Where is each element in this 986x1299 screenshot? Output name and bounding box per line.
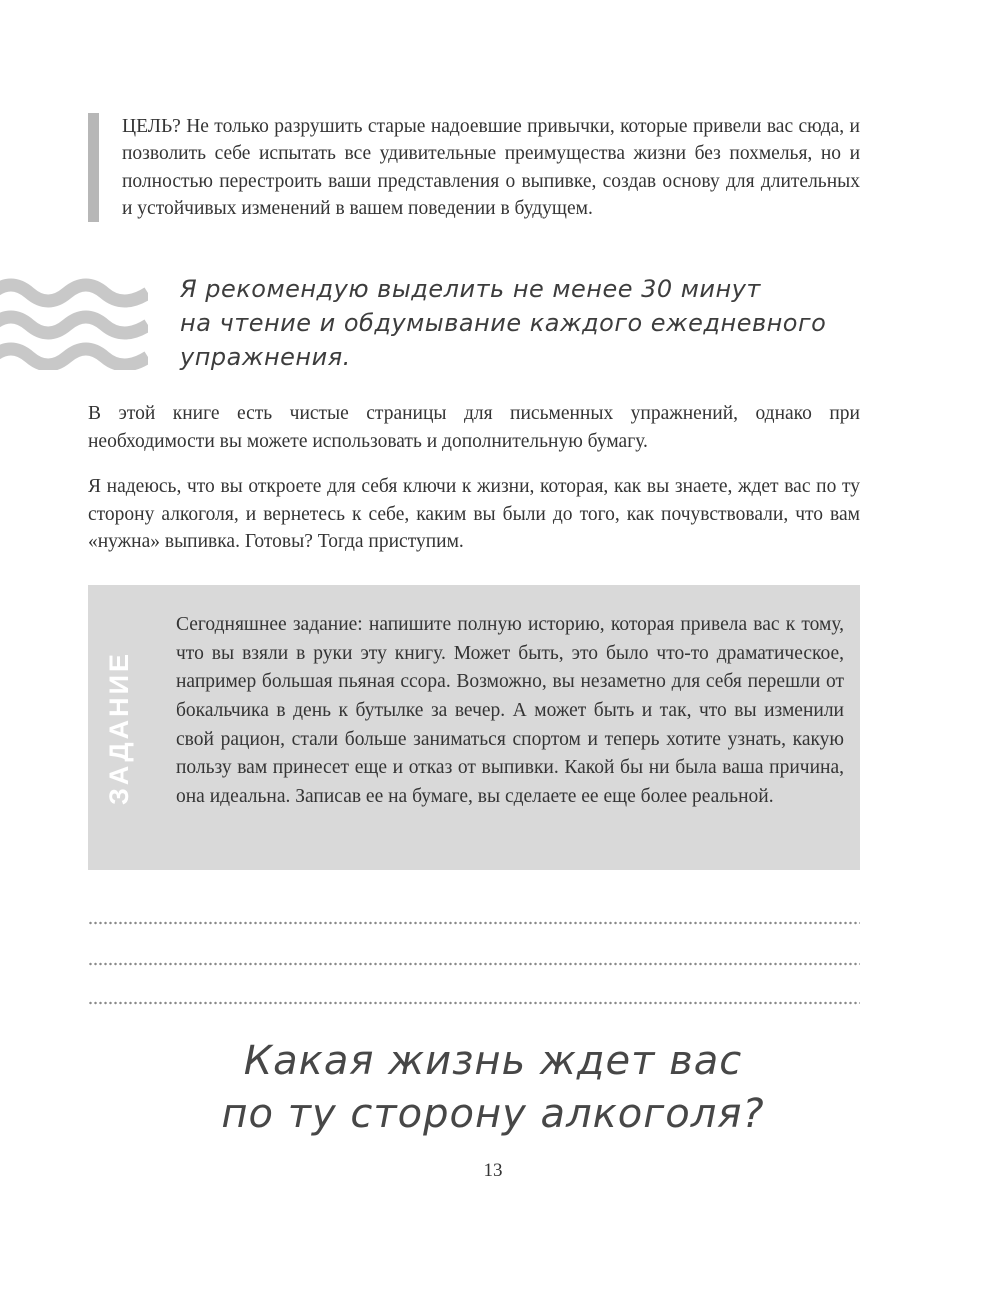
waves-icon bbox=[0, 278, 148, 375]
goal-block bbox=[88, 113, 860, 222]
recommendation-line: упражнения. bbox=[180, 343, 351, 372]
task-box bbox=[88, 585, 860, 870]
recommendation-line: на чтение и обдумывание каждого ежедневного bbox=[180, 309, 827, 338]
writing-line bbox=[88, 921, 860, 925]
page-number: 13 bbox=[483, 1160, 503, 1181]
chapter-heading bbox=[0, 1035, 986, 1141]
recommendation-line: Я рекомендую выделить не менее 30 минут bbox=[180, 275, 761, 303]
body-paragraph: В этой книге есть чистые страницы для письменных упражнений, однако при необходимости вы можете использовать и дополнительную бумагу. bbox=[88, 403, 860, 452]
task-text: Сегодняшнее задание: напишите полную историю, которая привела вас к тому, что вы взяли в руки эту книгу. Может быть, это было что-то драматическое, например большая пьяная ссора. Возможно, вы незаметно для себя перешли от бокальчика в день к бутылке за вечер. А может быть и так, что вы изменили свой рацион, стали больше заниматься спортом и теперь хотите узнать, какую пользу вам принесет еще и отказ от выпивки. Какой бы ни была ваша причина, она идеальна. Записав ее на бумаге, вы сделаете ее еще более реальной. bbox=[176, 614, 844, 807]
writing-line bbox=[88, 962, 860, 966]
recommendation-note bbox=[0, 270, 826, 375]
goal-paragraph: ЦЕЛЬ? Не только разрушить старые надоевшие привычки, которые привели вас сюда, и позволить себе испытать все удивительные преимущества жизни без похмелья, но и полностью перестроить ваши представления о выпивке, создав основу для длительных и устойчивых изменений в вашем поведении в будущем. bbox=[122, 116, 860, 219]
chapter-heading-line: Какая жизнь ждет вас bbox=[243, 1038, 743, 1084]
body-paragraph: Я надеюсь, что вы откроете для себя ключи к жизни, которая, как вы знаете, ждет вас по ту сторону алкоголя, и вернетесь к себе, каким вы были до того, как почувствовали, что вам «нужна» выпивка. Готовы? Тогда приступим. bbox=[88, 476, 860, 553]
task-label: ЗАДАНИЕ bbox=[104, 650, 134, 805]
recommendation-text bbox=[180, 272, 826, 374]
writing-line bbox=[88, 1001, 860, 1005]
chapter-heading-line: по ту сторону алкоголя? bbox=[221, 1090, 765, 1137]
